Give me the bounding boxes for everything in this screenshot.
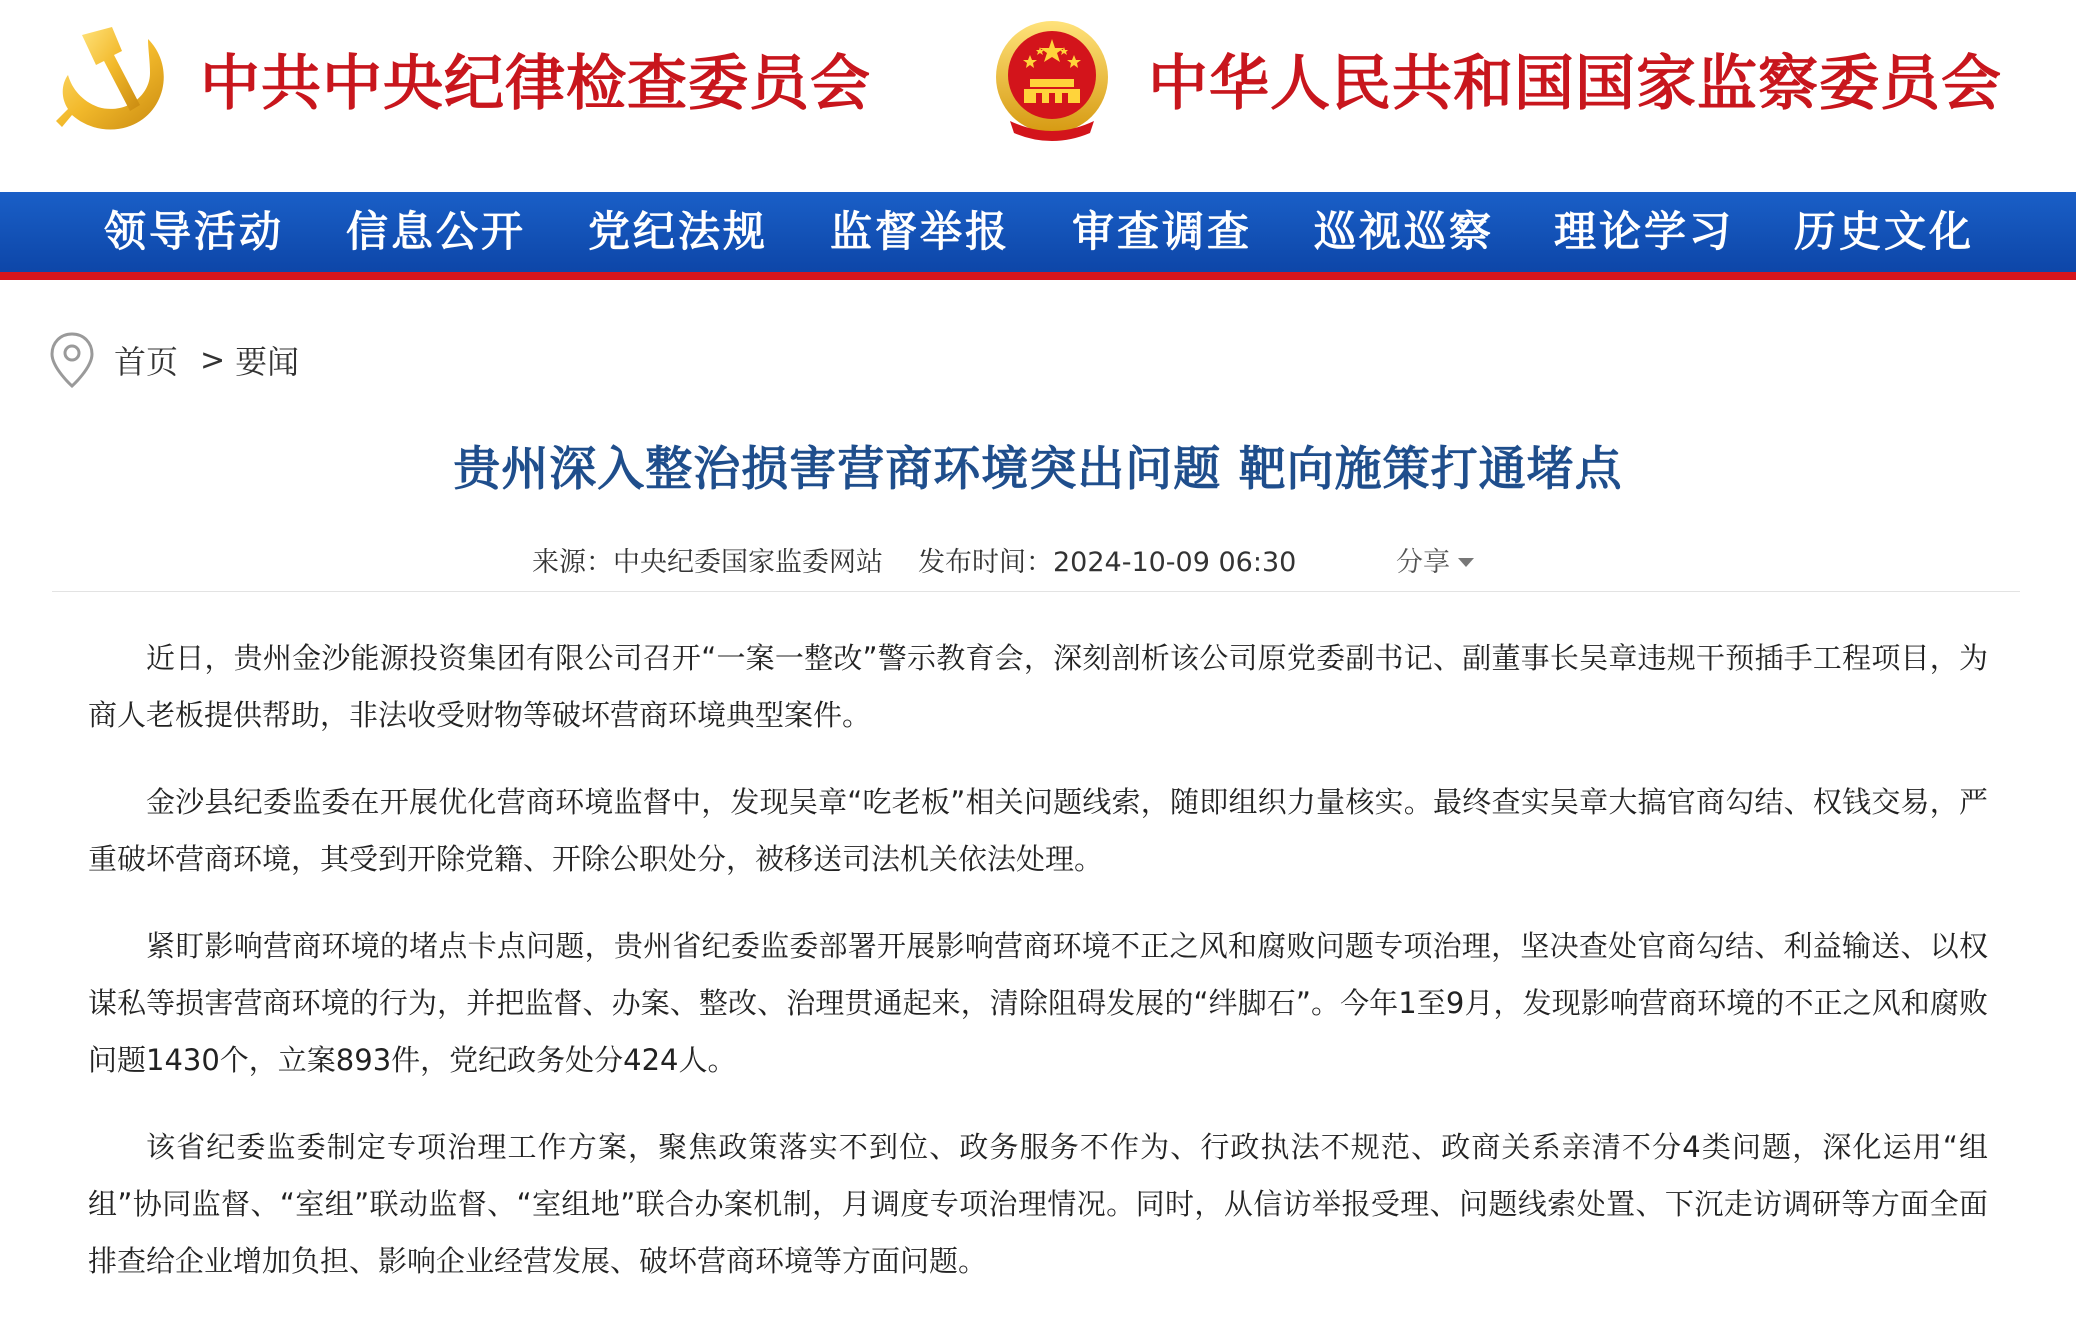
national-emblem-icon xyxy=(990,17,1114,141)
main-nav xyxy=(0,192,2076,280)
breadcrumb-home[interactable]: 首页 xyxy=(114,343,179,381)
breadcrumb xyxy=(48,330,299,390)
ccdi-title: 中共中央纪律检查委员会 xyxy=(200,49,871,119)
caret-down-icon xyxy=(1458,558,1474,567)
nav-item-inspection[interactable]: 巡视巡察 xyxy=(1314,207,1495,256)
article-paragraph: 金沙县纪委监委在开展优化营商环境监督中，发现吴章“吃老板”相关问题线索，随即组织力量核实。最终查实吴章大搞官商勾结、权钱交易，严重破坏营商环境，其受到开除党籍、开除公职处分，被移送司法机关依法处理。 xyxy=(88,785,1988,876)
breadcrumb-current[interactable]: 要闻 xyxy=(235,343,300,381)
nav-item-supervision-report[interactable]: 监督举报 xyxy=(830,207,1011,256)
article-paragraph: 紧盯影响营商环境的堵点卡点问题，贵州省纪委监委部署开展影响营商环境不正之风和腐败问题专项治理，坚决查处官商勾结、利益输送、以权谋私等损害营商环境的行为，并把监督、办案、整改、治理贯通起来，清除阻碍发展的“绊脚石”。今年1至9月，发现影响营商环境的不正之风和腐败问题1430个，立案893件，党纪政务处分424人。 xyxy=(88,929,1988,1077)
nav-item-investigation[interactable]: 审查调查 xyxy=(1072,207,1253,256)
site-header xyxy=(0,0,2076,192)
article-meta xyxy=(0,540,2076,580)
nav-item-leadership[interactable]: 领导活动 xyxy=(104,207,285,256)
publish-time-value: 2024-10-09 06:30 xyxy=(1053,547,1297,578)
article-paragraph: 该省纪委监委制定专项治理工作方案，聚焦政策落实不到位、政务服务不作为、行政执法不规范、政商关系亲清不分4类问题，深化运用“组组”协同监督、“室组”联动监督、“室组地”联合办案机制，月调度专项治理情况。同时，从信访举报受理、问题线索处置、下沉走访调研等方面全面排查给企业增加负担、影响企业经营发展、破坏营商环境等方面问题。 xyxy=(88,1130,1988,1278)
publish-time-label: 发布时间： xyxy=(918,547,1053,578)
meta-divider xyxy=(52,591,2020,592)
location-pin-icon xyxy=(48,331,96,389)
nsc-title: 中华人民共和国国家监察委员会 xyxy=(1148,49,2002,119)
ccdi-brand[interactable] xyxy=(52,14,871,144)
article-paragraph: 近日，贵州金沙能源投资集团有限公司召开“一案一整改”警示教育会，深刻剖析该公司原党委副书记、副董事长吴章违规干预插手工程项目，为商人老板提供帮助，非法收受财物等破坏营商环境典型案件。 xyxy=(88,641,1988,732)
nav-item-regulations[interactable]: 党纪法规 xyxy=(588,207,769,256)
share-button[interactable] xyxy=(1396,540,1474,579)
share-label: 分享 xyxy=(1396,547,1450,578)
nav-item-theory[interactable]: 理论学习 xyxy=(1554,207,1735,256)
article-time xyxy=(918,540,1296,579)
hammer-sickle-emblem-icon xyxy=(52,17,176,141)
nsc-brand[interactable] xyxy=(990,14,2002,144)
nav-item-information[interactable]: 信息公开 xyxy=(346,207,527,256)
article-source: 来源：中央纪委国家监委网站 xyxy=(532,547,883,578)
article-body xyxy=(88,630,1988,1320)
breadcrumb-separator: > xyxy=(200,342,226,378)
nav-item-history[interactable]: 历史文化 xyxy=(1794,207,1975,256)
article-title: 贵州深入整治损害营商环境突出问题 靶向施策打通堵点 xyxy=(453,442,1623,497)
